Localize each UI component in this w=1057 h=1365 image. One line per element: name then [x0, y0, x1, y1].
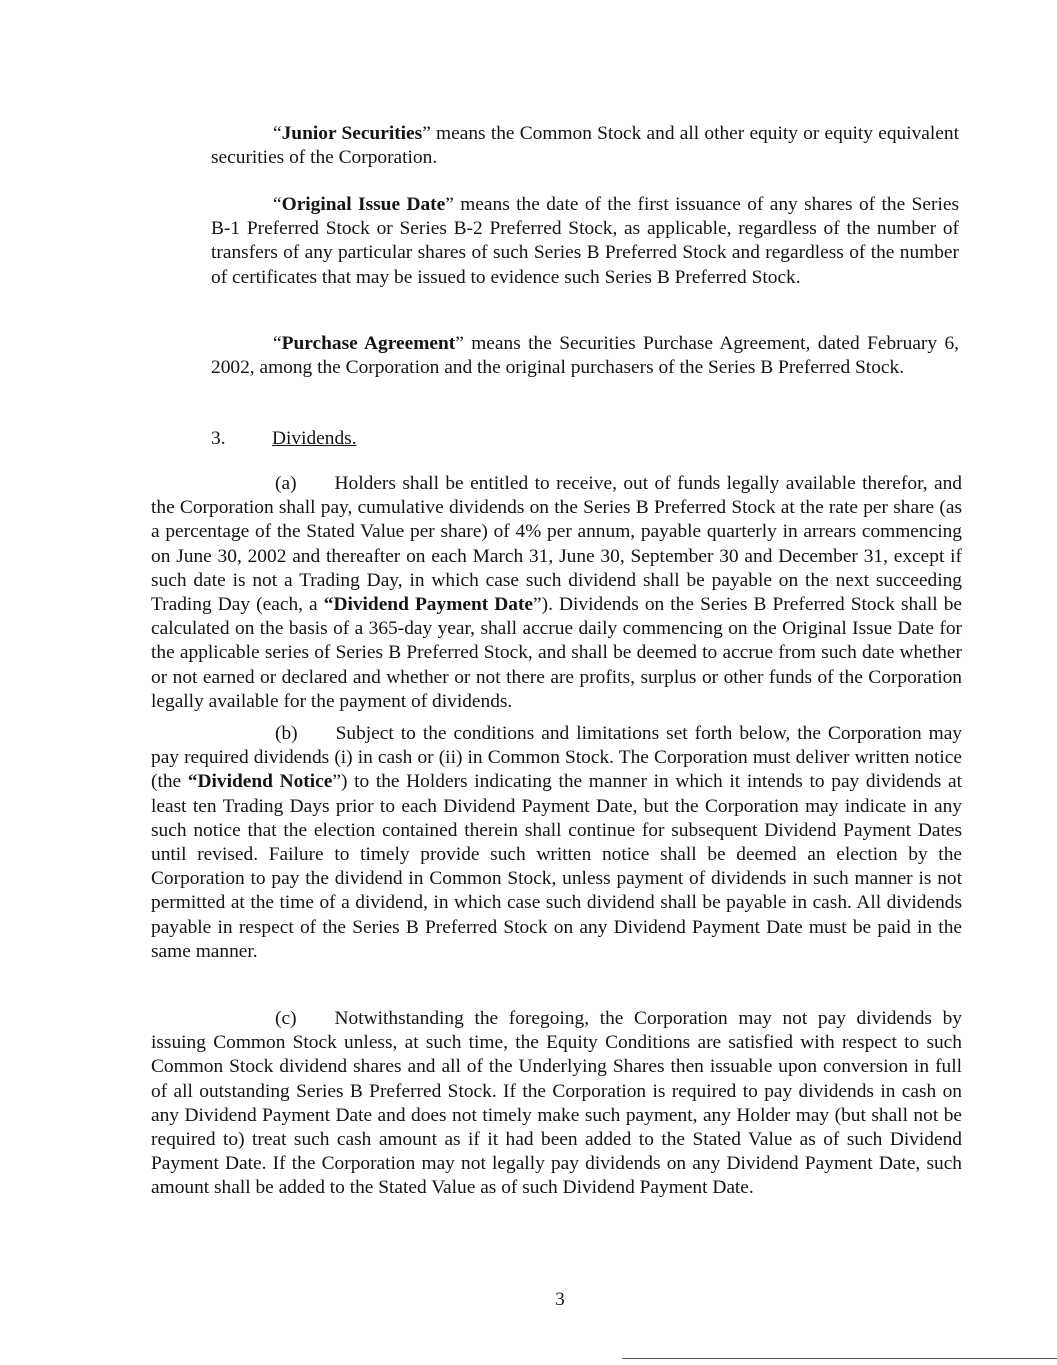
defined-term: “Dividend Payment Date — [323, 594, 534, 616]
paragraph-text: ”) to the Holders indicating the manner in which it intends to pay dividends at least ten Trading Days prior to each Dividend Payment Date, but the Corporation may indicate in any such notice that the election contained therein shall continue for subsequent Dividend Payment Dates until revised. Failure to timely provide such written notice shall be deemed an election by the Corporation to pay the dividend in Common Stock, unless payment of dividends in such manner is not permitted at the time of a dividend, in which case such dividend shall be payable in cash. All dividends payable in respect of the Series B Preferred Stock on any Dividend Payment Date must be paid in the same manner. — [151, 771, 962, 962]
definition-original-issue-date — [211, 193, 959, 290]
paragraph-a — [151, 472, 962, 714]
definition-close-quote: ” — [455, 333, 464, 354]
paragraph-text: Subject to the conditions and limitations set forth below, the Corporation may pay required dividends (i) in cash or (ii) in Common Stock. The Corporation must deliver written notice (the — [151, 723, 962, 793]
definition-open-quote: “ — [273, 194, 282, 215]
definition-term: Purchase Agreement — [281, 333, 456, 354]
section-number: 3. — [211, 428, 226, 449]
definition-term: Junior Securities — [281, 123, 423, 144]
definition-open-quote: “ — [273, 333, 282, 354]
paragraph-label: (a) — [275, 473, 297, 494]
paragraph-b — [151, 722, 962, 964]
definition-junior-securities — [211, 122, 959, 170]
definition-term: Original Issue Date — [281, 194, 446, 215]
paragraph-c — [151, 1007, 962, 1201]
page-number: 3 — [555, 1289, 565, 1310]
definition-open-quote: “ — [273, 123, 282, 144]
paragraph-text: Holders shall be entitled to receive, out of funds legally available therefor, and the Corporation shall pay, cumulative dividends on the Series B Preferred Stock at the rate per share (as a percentage of the Stated Value per share) of 4% per annum, payable quarterly in arrears commencing on June 30, 2002 and thereafter on each March 31, June 30, September 30 and December 31, except if such date is not a Trading Day, in which case such dividend shall be payable on the next succeeding Trading Day (each, a — [151, 473, 962, 616]
definition-text: means the date of the first issuance of any shares of the Series B-1 Preferred Stock or Series B-2 Preferred Stock, as applicable, regardless of the number of transfers of any particular shares of such Series B Preferred Stock and regardless of the number of certificates that may be issued to evidence such Series B Preferred Stock. — [211, 194, 959, 288]
paragraph-label: (b) — [275, 723, 298, 744]
definition-purchase-agreement — [211, 332, 959, 380]
paragraph-text: Notwithstanding the foregoing, the Corporation may not pay dividends by issuing Common Stock unless, at such time, the Equity Conditions are satisfied with respect to such Common Stock dividend shares and all of the Underlying Shares then issuable upon conversion in full of all outstanding Series B Preferred Stock. If the Corporation is required to pay dividends in cash on any Dividend Payment Date and does not timely make such payment, any Holder may (but shall not be required to) treat such cash amount as if it had been added to the Stated Value as of such Dividend Payment Date. If the Corporation may not legally pay dividends on any Dividend Payment Date, such amount shall be added to the Stated Value as of such Dividend Payment Date. — [151, 1008, 962, 1199]
defined-term: “Dividend Notice — [187, 771, 333, 793]
section-title: Dividends. — [272, 428, 357, 449]
definition-text: means the Common Stock and all other equity or equity equivalent securities of the Corporation. — [211, 123, 959, 169]
definition-text: means the Securities Purchase Agreement, dated February 6, 2002, among the Corporation and the original purchasers of the Series B Preferred Stock. — [211, 333, 959, 379]
paragraph-label: (c) — [275, 1008, 297, 1029]
definition-close-quote: ” — [445, 194, 454, 215]
definition-close-quote: ” — [422, 123, 431, 144]
section-heading — [211, 427, 357, 451]
bottom-rule — [622, 1358, 1057, 1359]
paragraph-text: ”). Dividends on the Series B Preferred Stock shall be calculated on the basis of a 365-day year, shall accrue daily commencing on the Original Issue Date for the applicable series of Series B Preferred Stock, and shall be deemed to accrue from such date whether or not earned or declared and whether or not there are profits, surplus or other funds of the Corporation legally available for the payment of dividends. — [151, 594, 963, 712]
